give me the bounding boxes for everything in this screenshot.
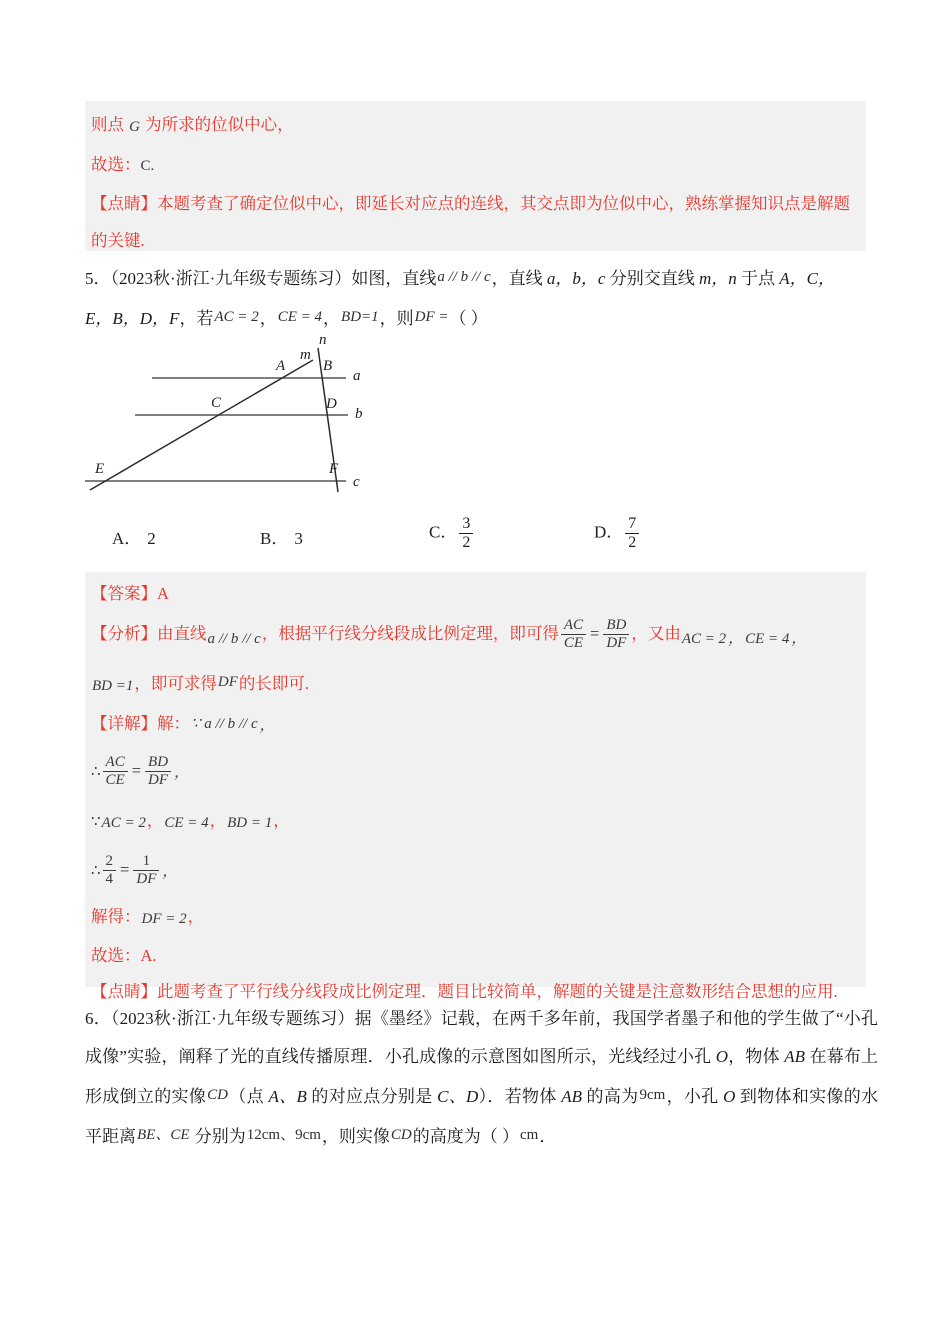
q5-analysis-bd: BD =1: [92, 678, 134, 694]
label-c: c: [353, 474, 360, 490]
label-C: C: [211, 395, 222, 411]
label-D: D: [326, 396, 337, 412]
q5-stem-3: 分别交直线: [605, 269, 699, 288]
q5-option-c[interactable]: [429, 515, 475, 552]
q6-text-12: 的高度为（ ）: [412, 1127, 519, 1146]
q5-detail-parallel: ∵ a // b // c: [191, 716, 258, 732]
q5-analysis-frac-left-den: CE: [561, 634, 586, 652]
q5-analysis-frac-right: [603, 617, 629, 652]
q6-text-7: 的高为: [582, 1087, 639, 1106]
q5-stem-5: ，若: [179, 309, 214, 328]
question-6-stem: [85, 1000, 878, 1156]
q5-points-1: A，C，: [779, 269, 835, 288]
q4-line1-pre: 则点: [91, 115, 129, 134]
q5-analysis-frac-right-den: DF: [603, 634, 629, 652]
q5-step2-frac-left: [103, 853, 117, 888]
q5-option-d-numerator: 7: [628, 515, 637, 532]
q5-analysis-text-2: ，根据平行线分线段成比例定理，即可得: [261, 624, 559, 643]
q5-detail-line-1: [85, 706, 866, 744]
q5-option-d-label: D．: [594, 522, 624, 542]
q6-height-ab: 9cm: [639, 1087, 666, 1103]
label-A: A: [276, 358, 286, 374]
q5-step1-equals: =: [131, 761, 142, 780]
q6-text-11: ，则实像: [321, 1127, 390, 1146]
q4-choose-value: C: [140, 158, 151, 174]
q5-step1-left-den: CE: [103, 771, 128, 789]
q5-option-c-label: C．: [429, 522, 458, 542]
q4-choose-tail: .: [150, 158, 155, 174]
q5-option-c-numerator: 3: [462, 515, 471, 532]
q5-analysis-parallel: a // b // c: [207, 631, 261, 647]
q5-step1-right-num: BD: [148, 753, 169, 770]
q5-choose-value: A: [140, 946, 153, 965]
label-B: B: [323, 358, 333, 374]
q5-analysis-frac-left: [561, 617, 586, 652]
q6-dist-values: 12cm、9cm: [246, 1127, 321, 1143]
q4-insight-tag: 【点睛】: [91, 194, 157, 213]
q5-analysis-equals: =: [590, 624, 600, 643]
q6-text-4: （点: [228, 1087, 269, 1106]
q4-line1-post: 为所求的位似中心，: [140, 115, 294, 134]
label-E: E: [95, 461, 105, 477]
q5-analysis-frac-left-num: AC: [563, 616, 583, 633]
q5-parallel-expr: a // b // c: [437, 269, 491, 285]
q5-step2-right-den: DF: [133, 870, 159, 888]
q6-point-o2: O: [723, 1087, 736, 1106]
q5-given2-tail: ，: [273, 811, 290, 830]
q6-point-o: O: [715, 1047, 729, 1066]
q6-text-5: 的对应点分别是: [306, 1087, 438, 1106]
q5-analysis-text-3: ，又由: [631, 624, 681, 643]
q5-points-2: E，B，D，F: [85, 309, 180, 328]
label-b: b: [355, 406, 363, 422]
q5-analysis-text-1: 由直线: [157, 624, 207, 643]
q5-stem-4: 于点: [736, 269, 780, 288]
q4-choose-label: 故选：: [91, 155, 141, 174]
q6-source: （2023秋·浙江·九年级专题练习）: [110, 1009, 355, 1028]
q5-detail-line-3: ∵AC = 2，CE = 4，BD = 1，: [91, 811, 290, 831]
q5-solved-value: DF = 2: [141, 911, 187, 927]
q5-analysis-tag: 【分析】: [91, 624, 157, 643]
q5-figure-svg: [70, 330, 410, 515]
q5-solved-tail: ，: [187, 907, 205, 926]
q5-insight-text: 此题考查了平行线分线段成比例定理．题目比较简单，解题的关键是注意数形结合思想的应用.: [157, 982, 838, 1001]
q5-stem-1: 如图，直线: [351, 269, 437, 288]
q5-given-bd: BD=1: [341, 309, 379, 325]
q6-points-ab: A、B: [268, 1087, 307, 1106]
q5-analysis-df: DF: [217, 674, 238, 690]
q5-insight-tag: 【点睛】: [91, 982, 157, 1001]
q5-choose-tail: .: [152, 946, 157, 965]
q5-number: 5．: [85, 269, 111, 288]
q6-unit: cm: [520, 1127, 539, 1143]
q5-analysis-text-5: 的长即可.: [238, 674, 309, 693]
q6-text-9: 到物体和实像的水平距离: [85, 1087, 879, 1146]
q4-insight-line: [85, 185, 866, 259]
q5-detail-line-4: [85, 844, 866, 898]
q6-seg-ab2: AB: [561, 1087, 582, 1106]
q5-step1-frac-left: [103, 754, 128, 789]
q4-point-g: G: [129, 119, 140, 135]
q5-option-b-value: 3: [294, 529, 303, 548]
label-F: F: [329, 461, 339, 477]
q5-option-b[interactable]: [260, 524, 303, 549]
q6-text-8: ，小孔: [666, 1087, 724, 1106]
q5-therefore-2: ∴: [91, 863, 101, 879]
q4-choose-line: [85, 146, 866, 185]
q5-given2-bd: BD = 1: [227, 815, 273, 831]
q5-detail-solve: 解：: [157, 714, 190, 733]
q5-step2-tail: ，: [162, 864, 178, 880]
answer-block-q5: [85, 572, 866, 1001]
q6-text-6: ）．若物体: [478, 1087, 562, 1106]
q5-option-b-label: B．: [260, 529, 289, 548]
q5-step1-tail: ，: [174, 765, 190, 781]
q5-step2-equals: =: [120, 860, 130, 879]
q5-answer-value: A: [157, 584, 169, 603]
q5-choose-label: 故选：: [91, 946, 141, 965]
q5-given-ce: CE = 4: [277, 309, 323, 325]
q5-stem-6: ，则: [379, 309, 414, 328]
q5-geometry-figure: [70, 330, 410, 515]
q5-analysis-line-1: 【分析】由直线a // b // c，根据平行线分线段成比例定理，即可得 $\frac{AC}{CE}$ = $\frac{BD}{DF}$ ，又由AC = 2 ， CE = 4 ，: [91, 616, 807, 651]
q5-answer-tag: 【答案】: [91, 584, 157, 603]
q5-options-row: [112, 516, 812, 568]
q6-seg-ab: AB: [784, 1047, 806, 1066]
q5-choose-line: [85, 938, 866, 974]
q5-step2-left-num: 2: [105, 852, 114, 869]
q5-option-d[interactable]: [594, 515, 641, 552]
q6-text-10: 分别为: [190, 1127, 246, 1146]
q4-conclusion-line: [85, 106, 866, 146]
q5-step2-left-den: 4: [103, 870, 117, 888]
q6-text-2: ，物体: [728, 1047, 785, 1066]
q5-solved-label: 解得：: [91, 907, 141, 926]
label-a: a: [353, 368, 361, 384]
q5-lines-mn: m，n: [698, 269, 737, 288]
q5-given2-ce: CE = 4: [164, 815, 209, 831]
q6-seg-cd: CD: [207, 1087, 228, 1103]
q5-stem-2: ，直线: [491, 269, 547, 288]
q6-number: 6．: [85, 1009, 111, 1028]
label-m: m: [300, 347, 311, 363]
q5-lines-abc: a，b，c: [546, 269, 606, 288]
q6-seg-cd2: CD: [390, 1127, 412, 1143]
answer-block-q4-tail: [85, 101, 866, 251]
q5-because-2: ∵: [91, 814, 101, 830]
q5-step1-right-den: DF: [145, 771, 171, 789]
q5-detail-comma1: ，: [259, 718, 275, 734]
q5-step1-left-num: AC: [105, 753, 125, 770]
q6-text-3: 在幕布上形成倒立的实像: [85, 1047, 879, 1106]
q5-analysis-line-2: [85, 662, 866, 706]
question-5-stem: 5．（2023秋·浙江·九年级专题练习）如图，直线a // b // c，直线 a，b，c 分别交直线 m，n 于点 A，C， E，B，D，F，若AC = 2，CE = 4，BD=1，则DF =（ ）: [85, 269, 835, 328]
q5-option-a-label: A．: [112, 529, 142, 548]
q5-option-c-fraction: [459, 515, 473, 552]
q5-given-ac: AC = 2: [214, 309, 259, 325]
q5-option-d-fraction: [625, 515, 639, 552]
q5-source: （2023秋·浙江·九年级专题练习）: [110, 269, 352, 288]
q5-ask-df: DF =: [414, 309, 449, 325]
q6-text-1: 据《墨经》记载，在两千多年前，我国学者墨子和他的学生做了“小孔成像”实验，阐释了光的直线传播原理．小孔成像的示意图如图所示，光线经过小孔: [85, 1009, 878, 1066]
q5-analysis-ce: CE = 4: [745, 631, 790, 647]
q5-option-a[interactable]: [112, 524, 156, 549]
q5-step2-right-num: 1: [142, 852, 151, 869]
q5-step2-frac-right: [133, 853, 159, 888]
q5-solved-line: [85, 898, 866, 938]
q6-seg-be-ce: BE、CE: [137, 1127, 190, 1143]
q5-paren: （ ）: [449, 309, 488, 328]
q4-insight-text: 本题考查了确定位似中心，即延长对应点的连线，其交点即为位似中心，熟练掌握知识点是解题的关键.: [91, 194, 850, 250]
q6-text-13: ．: [539, 1127, 557, 1146]
q5-analysis-frac-right-num: BD: [606, 616, 627, 633]
transversal-m: [90, 360, 313, 490]
q5-therefore-1: ∴: [91, 764, 101, 780]
q5-option-a-value: 2: [147, 529, 156, 548]
label-n: n: [319, 332, 327, 348]
q5-step1-frac-right: [145, 754, 171, 789]
q6-points-cd: C、D: [437, 1087, 479, 1106]
q5-detail-tag: 【详解】: [91, 714, 157, 733]
q5-option-d-denominator: 2: [625, 533, 639, 552]
q5-detail-line-2: [85, 744, 866, 800]
q5-answer-line: [85, 577, 866, 611]
q5-option-c-denominator: 2: [459, 533, 473, 552]
q5-analysis-text-4: ，即可求得: [134, 674, 217, 693]
q5-given2-ac: AC = 2: [101, 815, 146, 831]
q5-analysis-ac: AC = 2: [681, 631, 727, 647]
